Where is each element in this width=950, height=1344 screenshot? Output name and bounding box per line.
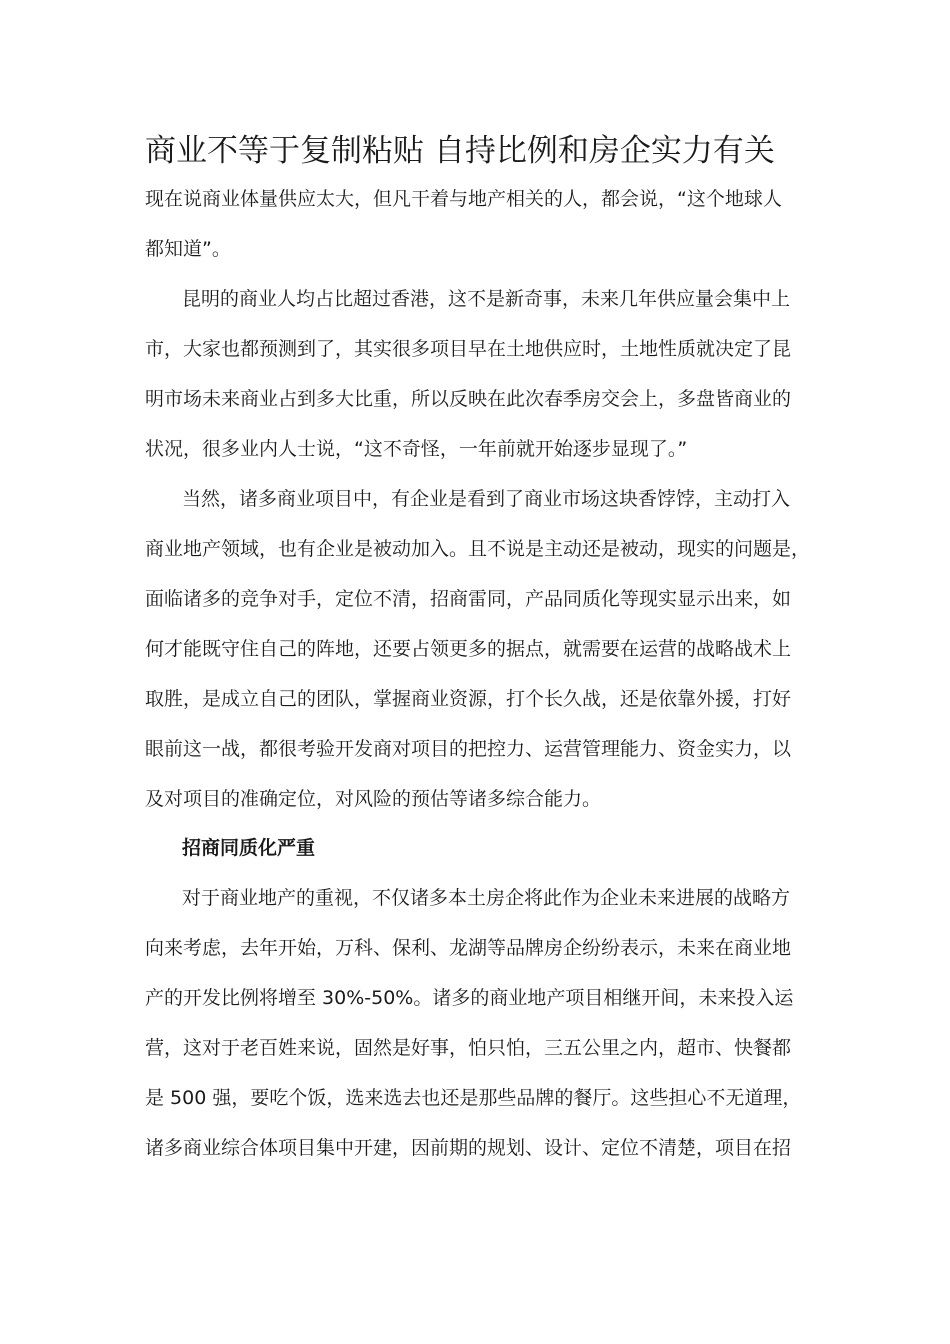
paragraph-2-line-3: 明市场未来商业占到多大比重，所以反映在此次春季房交会上，多盘皆商业的 (145, 388, 792, 410)
paragraph-4-line-5: 是 500 强，要吃个饭，选来选去也还是那些品牌的餐厅。这些担心不无道理， (145, 1087, 802, 1109)
paragraph-4-line-4: 营，这对于老百姓来说，固然是好事，怕只怕，三五公里之内，超市、快餐都 (145, 1037, 792, 1059)
paragraph-2-line-4: 状况，很多业内人士说，“这不奇怪，一年前就开始逐步显现了。” (145, 438, 688, 460)
section-subheading: 招商同质化严重 (182, 837, 316, 859)
paragraph-4-line-1: 对于商业地产的重视，不仅诸多本土房企将此作为企业未来进展的战略方 (182, 887, 791, 909)
paragraph-4-line-3: 产的开发比例将增至 30%-50%。诸多的商业地产项目相继开间，未来投入运 (145, 987, 794, 1009)
paragraph-2-line-1: 昆明的商业人均占比超过香港，这不是新奇事，未来几年供应量会集中上 (182, 288, 791, 310)
paragraph-4-line-2: 向来考虑，去年开始，万科、保利、龙湖等品牌房企纷纷表示，未来在商业地 (145, 937, 792, 959)
paragraph-4-line-6: 诸多商业综合体项目集中开建，因前期的规划、设计、定位不清楚，项目在招 (145, 1137, 792, 1159)
paragraph-3-line-3: 面临诸多的竞争对手，定位不清，招商雷同，产品同质化等现实显示出来，如 (145, 588, 792, 610)
paragraph-3-line-7: 及对项目的准确定位，对风险的预估等诸多综合能力。 (145, 788, 602, 810)
paragraph-3-line-1: 当然，诸多商业项目中，有企业是看到了商业市场这块香饽饽，主动打入 (182, 488, 791, 510)
paragraph-3-line-6: 眼前这一战，都很考验开发商对项目的把控力、运营管理能力、资金实力，以 (145, 738, 792, 760)
paragraph-1-line-2: 都知道”。 (145, 238, 231, 260)
paragraph-3-line-5: 取胜，是成立自己的团队，掌握商业资源，打个长久战，还是依靠外援，打好 (145, 688, 792, 710)
article-title: 商业不等于复制粘贴 自持比例和房企实力有关 (145, 133, 775, 169)
paragraph-3-line-4: 何才能既守住自己的阵地，还要占领更多的据点，就需要在运营的战略战术上 (145, 638, 792, 660)
paragraph-3-line-2: 商业地产领域，也有企业是被动加入。且不说是主动还是被动，现实的问题是， (145, 538, 811, 560)
paragraph-1-line-1: 现在说商业体量供应太大，但凡干着与地产相关的人，都会说，“这个地球人 (145, 188, 782, 210)
paragraph-2-line-2: 市，大家也都预测到了，其实很多项目早在土地供应时，土地性质就决定了昆 (145, 338, 792, 360)
